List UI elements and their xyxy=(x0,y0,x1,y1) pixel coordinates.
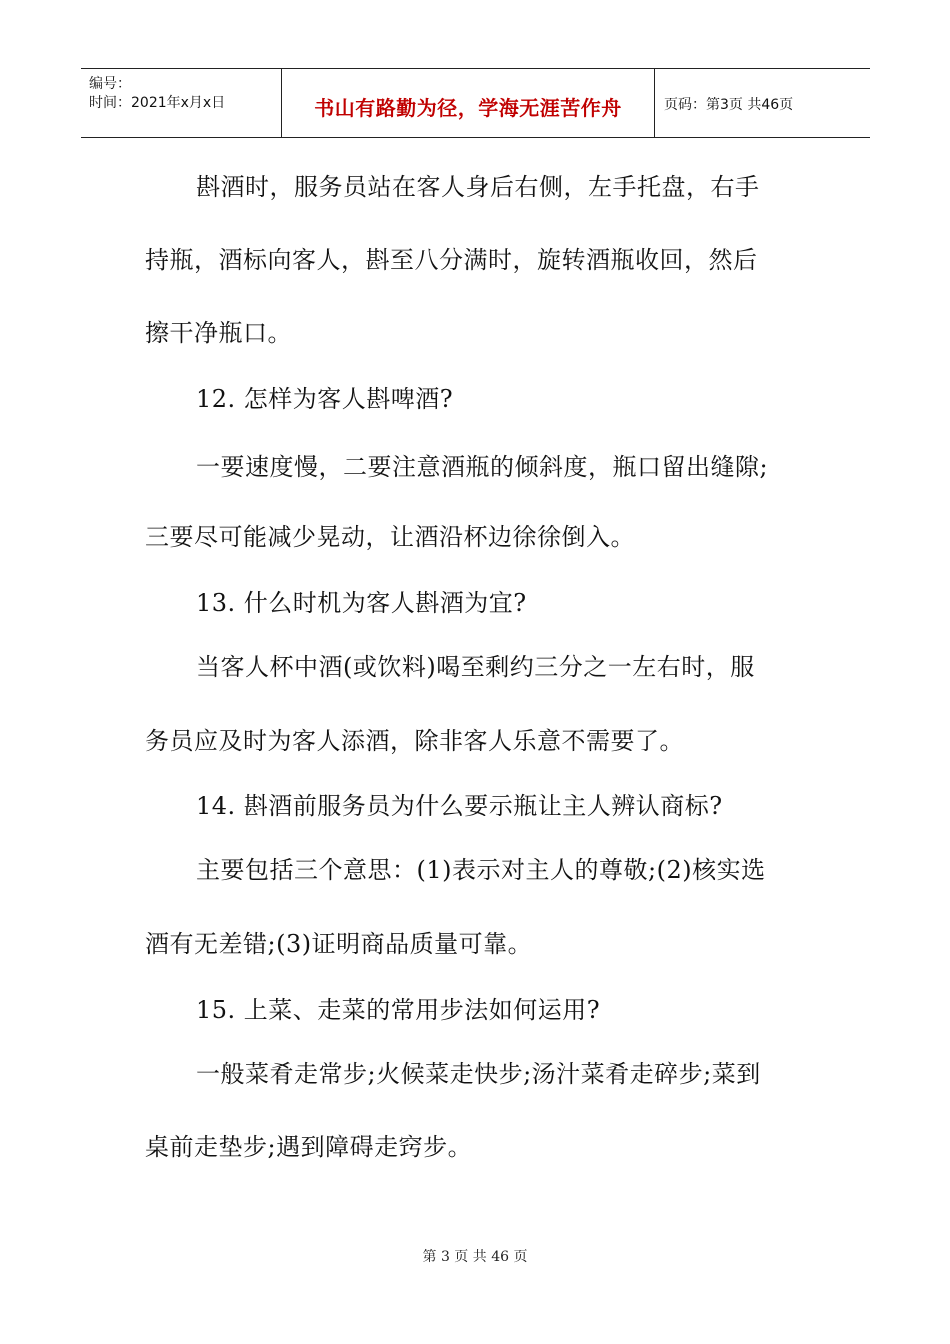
question-heading: 15. 上菜、走菜的常用步法如何运用? xyxy=(196,996,601,1024)
body-line: 一要速度慢，二要注意酒瓶的倾斜度，瓶口留出缝隙; xyxy=(196,453,769,481)
page-footer: 第 3 页 共 46 页 xyxy=(422,1249,528,1265)
question-heading: 12. 怎样为客人斟啤酒? xyxy=(196,385,454,413)
body-line: 三要尽可能减少晃动，让酒沿杯边徐徐倒入。 xyxy=(145,523,635,551)
header-motto-cell xyxy=(281,69,655,137)
body-line: 斟酒时，服务员站在客人身后右侧，左手托盘，右手 xyxy=(196,173,760,201)
question-heading: 13. 什么时机为客人斟酒为宜? xyxy=(196,589,527,617)
document-date: 时间：2021年x月x日 xyxy=(89,95,226,111)
document-number-label: 编号： xyxy=(89,76,131,92)
body-line: 主要包括三个意思：(1)表示对主人的尊敬;(2)核实选 xyxy=(196,856,766,884)
header-motto: 书山有路勤为径，学海无涯苦作舟 xyxy=(314,96,622,120)
header-left-cell xyxy=(81,69,281,137)
question-heading: 14. 斟酒前服务员为什么要示瓶让主人辨认商标? xyxy=(196,792,723,820)
body-line: 务员应及时为客人添酒，除非客人乐意不需要了。 xyxy=(145,727,684,755)
body-line: 当客人杯中酒(或饮料)喝至剩约三分之一左右时，服 xyxy=(196,653,755,681)
body-line: 擦干净瓶口。 xyxy=(145,319,292,347)
header-page-info: 页码：第3页 共46页 xyxy=(664,97,794,113)
body-line: 一般菜肴走常步;火候菜走快步;汤汁菜肴走碎步;菜到 xyxy=(196,1060,761,1088)
body-line: 酒有无差错;(3)证明商品质量可靠。 xyxy=(145,930,533,958)
page-header xyxy=(81,68,870,138)
body-line: 桌前走垫步;遇到障碍走窍步。 xyxy=(145,1133,473,1161)
body-line: 持瓶，酒标向客人，斟至八分满时，旋转酒瓶收回，然后 xyxy=(145,246,758,274)
header-right-cell xyxy=(654,69,870,137)
